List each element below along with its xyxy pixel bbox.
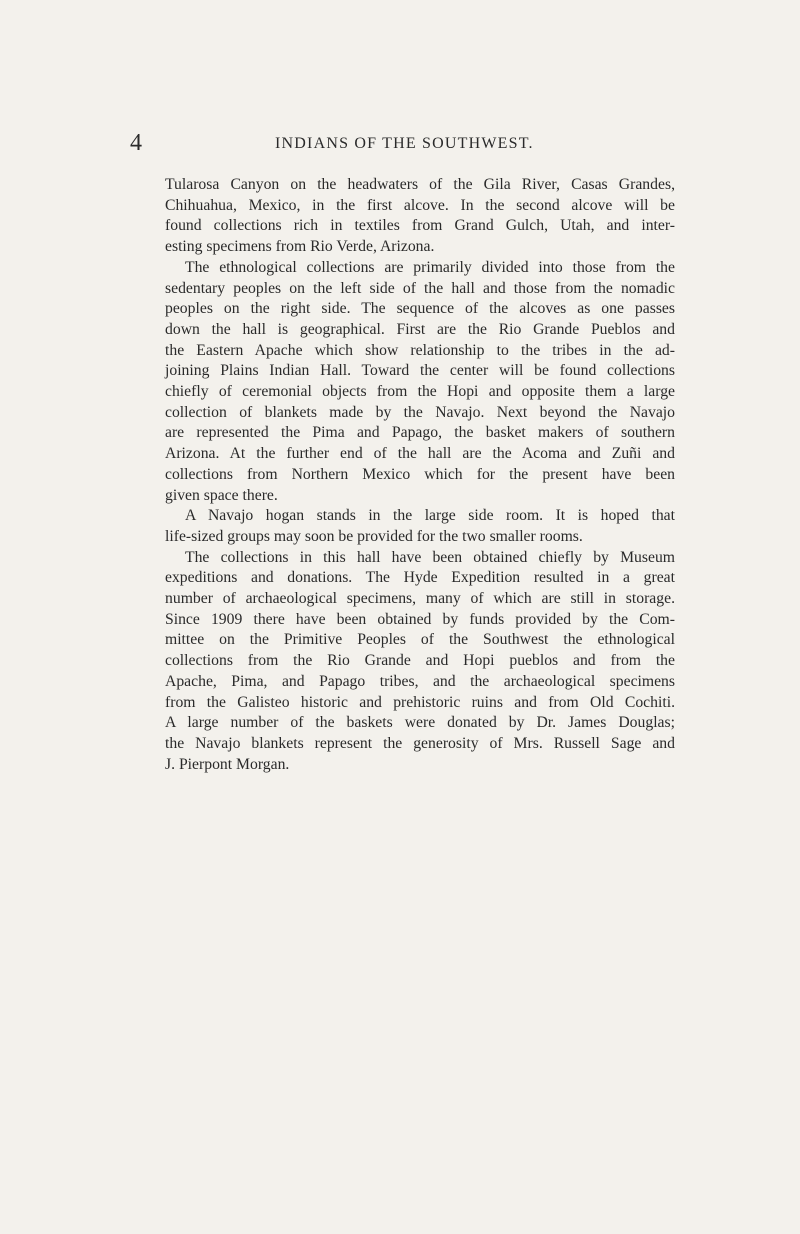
paragraph-3 xyxy=(165,506,675,547)
text-line: are represented the Pima and Papago, the basket makers of southern xyxy=(165,424,675,442)
running-head-title: INDIANS OF THE SOUTHWEST. xyxy=(275,135,534,152)
text-line: from the Galisteo historic and prehistoric ruins and from Old Cochiti. xyxy=(165,693,675,711)
text-line: Tularosa Canyon on the headwaters of the Gila River, Casas Grandes, xyxy=(165,176,675,193)
text-line: J. Pierpont Morgan. xyxy=(165,755,290,773)
text-line: peoples on the right side. The sequence of the alcoves as one passes xyxy=(165,300,675,318)
text-line: Chihuahua, Mexico, in the first alcove. In the second alcove will be xyxy=(165,196,675,214)
text-line: A Navajo hogan stands in the large side room. It is hoped that xyxy=(185,507,675,525)
text-line: given space there. xyxy=(165,486,278,504)
text-line: joining Plains Indian Hall. Toward the center will be found collections xyxy=(165,362,675,380)
page-number: 4 xyxy=(130,130,142,156)
text-line: Arizona. At the further end of the hall are the Acoma and Zuñi and xyxy=(165,445,675,463)
paragraph-1 xyxy=(165,175,675,258)
text-line: number of archaeological specimens, many of which are still in storage. xyxy=(165,590,675,608)
text-line: the Eastern Apache which show relationship to the tribes in the ad- xyxy=(165,341,675,359)
text-line: esting specimens from Rio Verde, Arizona. xyxy=(165,238,435,256)
text-line: collections from Northern Mexico which for the present have been xyxy=(165,465,675,483)
text-line: sedentary peoples on the left side of the hall and those from the nomadic xyxy=(165,279,675,297)
body-text xyxy=(165,175,675,775)
text-line: expeditions and donations. The Hyde Expedition resulted in a great xyxy=(165,569,675,587)
text-line: chiefly of ceremonial objects from the Hopi and opposite them a large xyxy=(165,383,675,401)
text-line: the Navajo blankets represent the generosity of Mrs. Russell Sage and xyxy=(165,734,675,752)
text-line: A large number of the baskets were donated by Dr. James Douglas; xyxy=(165,714,675,732)
text-line: Since 1909 there have been obtained by funds provided by the Com- xyxy=(165,610,675,628)
text-line: collections from the Rio Grande and Hopi pueblos and from the xyxy=(165,652,675,670)
running-head xyxy=(130,131,700,161)
text-line: The ethnological collections are primarily divided into those from the xyxy=(185,258,675,276)
paragraph-4 xyxy=(165,548,675,776)
text-line: The collections in this hall have been obtained chiefly by Museum xyxy=(185,548,675,566)
text-line: Apache, Pima, and Papago tribes, and the archaeological specimens xyxy=(165,672,675,690)
text-line: down the hall is geographical. First are the Rio Grande Pueblos and xyxy=(165,320,675,338)
text-line: found collections rich in textiles from Grand Gulch, Utah, and inter- xyxy=(165,217,675,235)
paragraph-2 xyxy=(165,258,675,506)
text-line: collection of blankets made by the Navajo. Next beyond the Navajo xyxy=(165,403,675,421)
text-line: mittee on the Primitive Peoples of the Southwest the ethnological xyxy=(165,631,675,649)
text-line: life-sized groups may soon be provided for the two smaller rooms. xyxy=(165,527,583,545)
